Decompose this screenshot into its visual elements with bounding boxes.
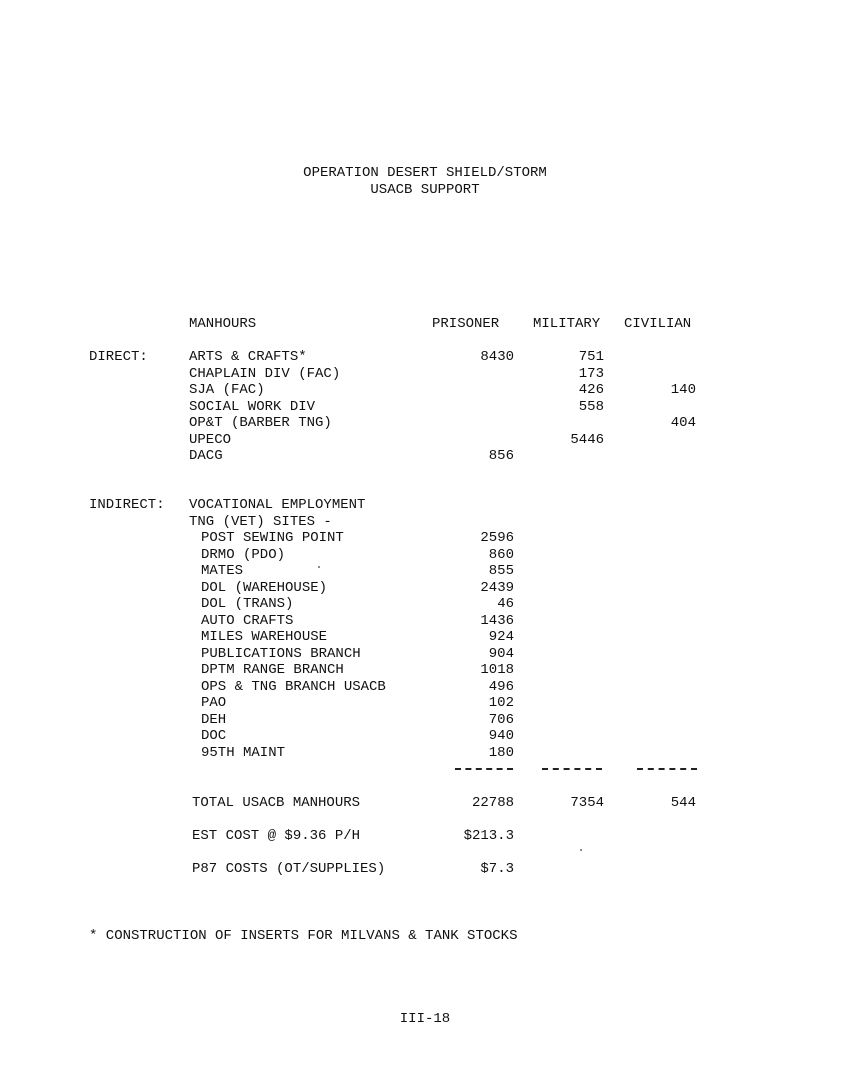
footnote: * CONSTRUCTION OF INSERTS FOR MILVANS & TANK STOCKS (89, 928, 518, 944)
table-row-name: ARTS & CRAFTS* (189, 349, 307, 365)
table-cell-military: 173 (578, 365, 604, 382)
table-row-name: OPS & TNG BRANCH USACB (201, 678, 386, 695)
table-row-name: AUTO CRAFTS (201, 612, 294, 629)
separator-military (542, 768, 602, 770)
table-cell-prisoner: 940 (488, 728, 514, 744)
table-cell-prisoner: 924 (488, 629, 514, 645)
document-subtitle: USACB SUPPORT (370, 182, 480, 198)
p87-costs-value: $7.3 (480, 861, 514, 877)
table-row-name: MILES WAREHOUSE (201, 629, 328, 645)
header-manhours: MANHOURS (189, 316, 257, 332)
table-row-name: UPECO (189, 431, 232, 448)
indirect-label: INDIRECT: (89, 497, 165, 513)
table-cell-prisoner: 496 (488, 678, 514, 695)
table-cell-military: 558 (578, 398, 604, 415)
header-civilian: CIVILIAN (624, 316, 692, 332)
separator-civilian (637, 768, 697, 770)
direct-label: DIRECT: (89, 349, 148, 365)
table-cell-prisoner: 904 (488, 645, 514, 662)
table-row-name: DOC (201, 728, 227, 744)
table-cell-prisoner: 180 (488, 744, 514, 761)
table-row-name: CHAPLAIN DIV (FAC) (189, 365, 341, 382)
table-cell-prisoner: 2439 (480, 579, 514, 596)
table-row-name: SJA (FAC) (189, 382, 265, 398)
table-cell-civilian: 404 (670, 415, 696, 431)
page-number: III-18 (399, 1011, 451, 1027)
total-military: 7354 (570, 795, 604, 811)
table-row-name: DACG (189, 448, 223, 464)
table-cell-military: 5446 (570, 431, 604, 448)
separator-prisoner (455, 768, 513, 770)
table-cell-prisoner: 706 (488, 711, 514, 728)
p87-costs-label: P87 COSTS (OT/SUPPLIES) (192, 861, 386, 877)
indirect-heading-line2: TNG (VET) SITES - (189, 514, 332, 530)
scan-speck (318, 566, 320, 568)
table-cell-prisoner: 1436 (480, 612, 514, 629)
table-row-name: SOCIAL WORK DIV (189, 398, 316, 415)
table-cell-prisoner: 856 (488, 448, 514, 464)
table-cell-prisoner: 1018 (480, 662, 514, 678)
table-row-name: DPTM RANGE BRANCH (201, 662, 344, 678)
table-cell-prisoner: 855 (488, 563, 514, 579)
total-prisoner: 22788 (471, 795, 514, 811)
header-prisoner: PRISONER (432, 316, 500, 332)
table-cell-prisoner: 860 (488, 546, 514, 563)
table-row-name: DOL (WAREHOUSE) (201, 579, 328, 596)
table-cell-prisoner: 46 (497, 596, 514, 612)
table-row-name: DEH (201, 711, 227, 728)
table-cell-military: 751 (578, 349, 604, 365)
table-row-name: PUBLICATIONS BRANCH (201, 645, 361, 662)
table-row-name: PAO (201, 695, 227, 711)
header-military: MILITARY (533, 316, 601, 332)
table-cell-civilian: 140 (670, 382, 696, 398)
table-cell-prisoner: 102 (488, 695, 514, 711)
table-row-name: 95TH MAINT (201, 744, 286, 761)
table-row-name: DOL (TRANS) (201, 596, 294, 612)
table-cell-prisoner: 2596 (480, 530, 514, 546)
total-civilian: 544 (670, 795, 696, 811)
total-label: TOTAL USACB MANHOURS (192, 795, 361, 811)
table-row-name: MATES (201, 563, 244, 579)
scan-speck (580, 849, 582, 851)
table-row-name: POST SEWING POINT (201, 530, 344, 546)
table-cell-military: 426 (578, 382, 604, 398)
est-cost-label: EST COST @ $9.36 P/H (192, 828, 361, 844)
table-row-name: OP&T (BARBER TNG) (189, 415, 332, 431)
table-cell-prisoner: 8430 (480, 349, 514, 365)
document-title: OPERATION DESERT SHIELD/STORM (303, 165, 547, 181)
est-cost-value: $213.3 (463, 828, 514, 844)
table-row-name: DRMO (PDO) (201, 546, 286, 563)
indirect-heading-line1: VOCATIONAL EMPLOYMENT (189, 497, 366, 513)
